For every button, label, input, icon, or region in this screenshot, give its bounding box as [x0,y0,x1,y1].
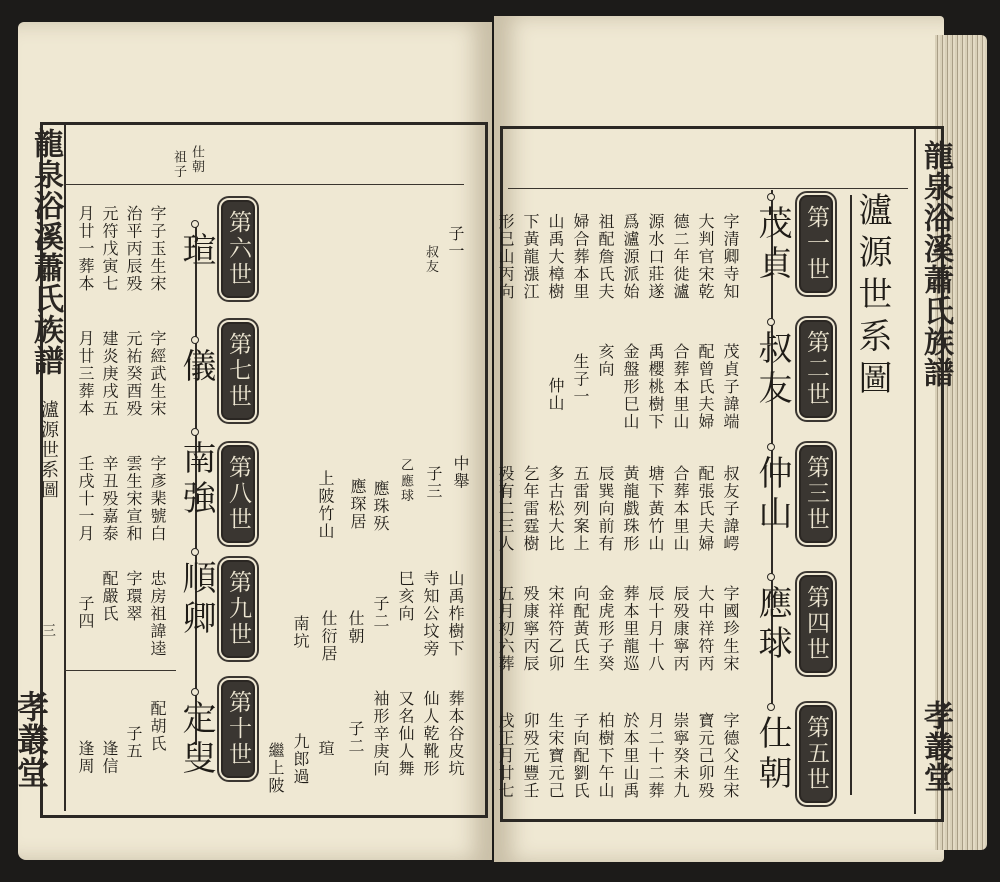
bio-column: 宋祥符乙卯 [546,585,565,673]
bio-column: 崇寧癸未九 [671,712,690,800]
bio-column: 於本里山禹 [621,712,640,800]
bio-column: 子五 [124,725,143,760]
bio-column: 子向配劉氏 [571,712,590,800]
bio-column: 字經武生宋 [148,330,167,418]
bio-column: 字清卿寺知 [721,213,740,301]
bio-column: 合葬本里山 [671,343,690,431]
person-name: 茂貞 [752,205,792,285]
bio-column: 殁有二三人 [496,465,515,553]
bio-column: 叔友子諱崿 [721,465,740,553]
bio-column: 建炎庚戌五 [100,330,119,418]
bio-column: 下黃龍漲江 [521,213,540,301]
person-name: 叔友 [752,330,792,410]
bio-column: 字彥棐號白 [148,455,167,543]
descendant-note: 子一 [446,225,465,260]
descendant-note: 瑄 [316,740,335,758]
bio-column: 辰十月十八 [646,585,665,673]
bio-column: 配胡氏 [148,700,167,753]
left-section-rule [64,670,176,671]
descendant-note: 乙 [398,458,413,473]
bio-column: 月廿一葬本 [76,205,95,293]
descendant-note: 巳亥向 [396,570,415,623]
left-spine-hall: 孝叢堂 [12,690,50,789]
descendant-note: 上陂竹山 [316,470,335,540]
bio-column: 殁康寧丙辰 [521,585,540,673]
descendant-note: 又名仙人舞 [396,690,415,778]
bio-column: 忠房祖諱逵 [148,570,167,658]
descendant-note: 袖形辛庚向 [371,690,390,778]
page-number: 三 [40,623,56,639]
generation-badge: 第六世 [221,200,255,298]
person-name: 順卿 [176,560,216,640]
header-note: 仕朝 [189,145,204,174]
generation-badge: 第二世 [799,320,833,418]
descendant-note: 子三 [424,465,443,500]
lineage-node [191,336,199,344]
bio-column: 逢信 [100,740,119,775]
bio-column: 形巳山丙向 [496,213,515,301]
descendant-note: 繼上陂 [266,742,285,795]
descendant-note: 山禹柞樹下 [446,570,465,658]
bio-column: 茂貞子諱端 [721,343,740,431]
lineage-node [767,318,775,326]
descendant-note: 葬本谷皮坑 [446,690,465,778]
bio-column: 禹櫻桃樹下 [646,343,665,431]
bio-column: 大中祥符丙 [696,585,715,673]
bio-column: 生子一 [571,353,590,406]
lineage-node [767,573,775,581]
bio-column: 爲瀘源派始 [621,213,640,301]
bio-column: 多古松大比 [546,465,565,553]
person-name: 應球 [752,585,792,665]
descendant-note: 仕朝 [346,610,365,645]
bio-column: 元符戊寅七 [100,205,119,293]
bio-column: 大判官宋乾 [696,213,715,301]
bio-column: 配曾氏夫婦 [696,343,715,431]
bio-column: 祖配詹氏夫 [596,213,615,301]
descendant-note: 中舉 [451,455,470,490]
left-spine-section: 瀘源世系圖 [38,400,59,500]
bio-column: 山禹大樟樹 [546,213,565,301]
generation-badge: 第八世 [221,445,255,543]
bio-column: 乞年雷霆樹 [521,465,540,553]
bio-column: 塘下黃竹山 [646,465,665,553]
person-name: 仲山 [752,455,792,535]
bio-column: 黃龍戲珠形 [621,465,640,553]
chart-title: 瀘源世系圖 [852,192,892,402]
bio-column: 配嚴氏 [100,570,119,623]
bio-column: 月廿三葬本 [76,330,95,418]
right-header-rule [508,188,908,189]
person-name: 儀 [176,348,216,388]
descendant-note: 子二 [346,720,365,755]
bio-column: 壬戌十一月 [76,455,95,543]
lineage-node [191,220,199,228]
bio-column: 治平丙辰殁 [124,205,143,293]
bio-column: 字國珍生宋 [721,585,740,673]
bio-column: 德二年徙瀘 [671,213,690,301]
bio-column: 子四 [76,595,95,630]
bio-column: 字德父生宋 [721,712,740,800]
bio-column: 葬本里龍巡 [621,585,640,673]
bio-column: 元祐癸酉殁 [124,330,143,418]
lineage-node [191,428,199,436]
bio-column: 戌正月廿七 [496,712,515,800]
bio-column: 合葬本里山 [671,465,690,553]
person-name: 仕朝 [752,715,792,795]
descendant-note: 叔友 [423,245,438,274]
person-name: 瑄 [176,232,216,272]
bio-column: 婦合葬本里 [571,213,590,301]
bio-column: 五雷列案上 [571,465,590,553]
descendant-note: 仕衍居 [319,610,338,663]
lineage-node [767,443,775,451]
bio-column: 柏樹下午山 [596,712,615,800]
left-spine-title: 龍泉浴溪蕭氏族譜 [28,128,63,376]
person-name: 南強 [176,440,216,520]
lineage-node [767,193,775,201]
descendant-note: 仙人乾靴形 [421,690,440,778]
bio-column: 雲生宋宣和 [124,455,143,543]
lineage-node [191,688,199,696]
generation-badge: 第三世 [799,445,833,543]
left-header-rule [64,184,464,185]
bio-column: 生宋寶元己 [546,712,565,800]
descendant-note: 南坑 [291,615,310,650]
bio-column: 月二十二葬 [646,712,665,800]
lineage-node [767,703,775,711]
bio-column: 寶元己卯殁 [696,712,715,800]
descendant-note: 應球 [398,474,413,503]
descendant-note: 應琛居 [348,478,367,531]
descendant-note: 寺知公坟旁 [421,570,440,658]
descendant-note: 九郎過 [291,733,310,786]
bio-column: 五月初六葬 [496,585,515,673]
bio-column: 亥向 [596,343,615,378]
bio-column: 辰巽向前有 [596,465,615,553]
bio-column: 配張氏夫婦 [696,465,715,553]
bio-column: 字子玉生宋 [148,205,167,293]
descendant-note: 子二 [371,595,390,630]
bio-column: 金虎形子癸 [596,585,615,673]
bio-column: 仲山 [546,377,565,412]
right-spine-title: 龍泉浴溪蕭氏族譜 [918,140,953,388]
bio-column: 卯殁元豐壬 [521,712,540,800]
bio-column: 字環翠 [124,570,143,623]
left-spine-divider [64,125,66,811]
header-note: 祖子 [171,150,186,179]
descendant-note: 應珠殀 [371,480,390,533]
bio-column: 辛丑殁嘉泰 [100,455,119,543]
generation-badge: 第十世 [221,680,255,778]
lineage-node [191,548,199,556]
generation-badge: 第七世 [221,322,255,420]
bio-column: 逢周 [76,740,95,775]
right-spine-hall: 孝叢堂 [918,700,953,793]
bio-column: 向配黃氏生 [571,585,590,673]
bio-column: 源水口莊遂 [646,213,665,301]
bio-column: 辰殁康寧丙 [671,585,690,673]
bio-column: 金盤形巳山 [621,343,640,431]
generation-badge: 第九世 [221,560,255,658]
right-spine-divider [914,128,916,814]
person-name: 定叟 [176,700,216,780]
generation-badge: 第五世 [799,705,833,803]
generation-badge: 第一世 [799,195,833,293]
generation-badge: 第四世 [799,575,833,673]
